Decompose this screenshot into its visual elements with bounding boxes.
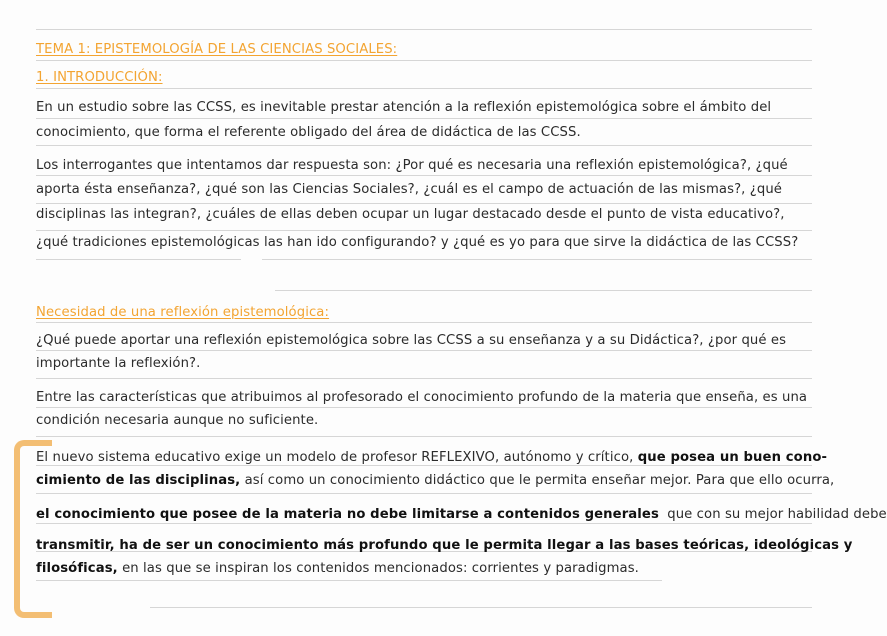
necesidad-p2-line4 [36,538,852,553]
text-plain: en las que se inspiran los contenidos mencionados: corrientes y paradigmas. [122,561,639,576]
necesidad-p2-line5 [36,561,639,576]
necesidad-p2-line2 [36,473,834,488]
text-plain: así como un conocimiento didáctico que le permita enseñar mejor. Para que ello ocurra, [244,473,835,488]
text-bold: transmitir, ha de ser un conocimiento más profundo que le permita llegar a las bases teóricas, ideológicas y [36,538,853,553]
highlight-bracket [14,440,52,618]
text-bold: cimiento de las disciplinas, [36,473,241,488]
page-title: TEMA 1: EPISTEMOLOGÍA DE LAS CIENCIAS SOCIALES: [36,42,398,57]
text-plain: que con su mejor habilidad debe [667,507,887,522]
text-bold: el conocimiento que posee de la materia no debe limitarse a contenidos generales [36,507,659,522]
intro-p2-line4: ¿qué tradiciones epistemológicas las han ido configurando? y ¿qué es yo para que sirve la didáctica de las CCSS? [36,235,799,250]
text-bold: que posea un buen cono- [637,450,828,465]
necesidad-p1-line2: condición necesaria aunque no suficiente. [36,413,319,428]
intro-p1-line2: conocimiento, que forma el referente obligado del área de didáctica de las CCSS. [36,125,581,140]
text-bold: filosóficas, [36,561,118,576]
intro-p2-line3: disciplinas las integran?, ¿cuáles de ellas deben ocupar un lugar destacado desde el punto de vista educativo?, [36,207,785,222]
subsection-heading: Necesidad de una reflexión epistemológica: [36,305,330,320]
intro-p2-line1: Los interrogantes que intentamos dar respuesta son: ¿Por qué es necesaria una reflexión epistemológica?, ¿qué [36,158,788,173]
intro-p1-line1: En un estudio sobre las CCSS, es inevitable prestar atención a la reflexión epistemológica sobre el ámbito del [36,100,772,115]
question-line2: importante la reflexión?. [36,356,201,371]
necesidad-p2-line3 [36,507,887,522]
intro-p2-line2: aporta ésta enseñanza?, ¿qué son las Ciencias Sociales?, ¿cuál es el campo de actuación de las mismas?, ¿qué [36,182,782,197]
necesidad-p1-line1: Entre las características que atribuimos al profesorado el conocimiento profundo de la materia que enseña, es una [36,390,808,405]
question-line1: ¿Qué puede aportar una reflexión epistemológica sobre las CCSS a su enseñanza y a su Didáctica?, ¿por qué es [36,333,787,348]
necesidad-p2-line1 [36,450,827,465]
section-heading: 1. INTRODUCCIÓN: [36,70,163,85]
text-plain: El nuevo sistema educativo exige un modelo de profesor REFLEXIVO, autónomo y crítico, [36,450,634,465]
